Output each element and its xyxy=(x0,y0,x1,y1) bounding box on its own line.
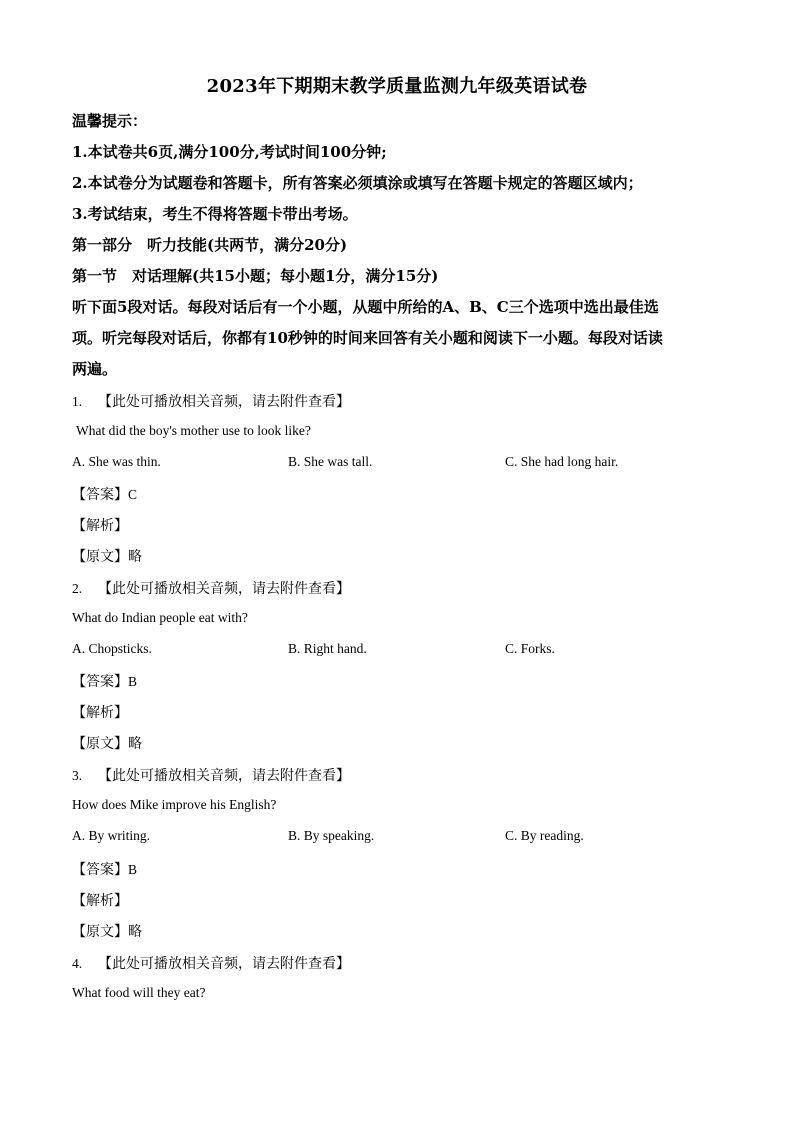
question-1-option-b: B. She was tall. xyxy=(288,454,373,469)
question-4-text: What food will they eat? xyxy=(72,985,206,1000)
question-2-original xyxy=(72,733,142,753)
question-3-option-b: B. By speaking. xyxy=(288,828,375,843)
question-number: 4. xyxy=(72,956,83,971)
original-label: 【原文】 xyxy=(72,736,128,752)
answer-label: 【答案】 xyxy=(72,487,128,503)
question-3-option-a: A. By writing. xyxy=(72,828,151,843)
question-3-audio xyxy=(72,765,350,785)
audio-placeholder[interactable]: 【此处可播放相关音频，请去附件查看】 xyxy=(98,768,350,784)
question-4-audio xyxy=(72,953,350,973)
question-2-audio xyxy=(72,578,350,598)
instructions-line-2: 项。听完每段对话后，你都有10秒钟的时间来回答有关小题和阅读下一小题。每段对话读 xyxy=(72,329,663,347)
question-3-analysis: 【解析】 xyxy=(72,893,128,909)
question-1-answer xyxy=(72,484,137,504)
question-2-option-c: C. Forks. xyxy=(505,641,555,656)
question-1-text: What did the boy's mother use to look like? xyxy=(76,423,311,438)
question-number: 1. xyxy=(72,394,83,409)
original-value: 略 xyxy=(128,924,142,940)
audio-placeholder[interactable]: 【此处可播放相关音频，请去附件查看】 xyxy=(98,581,350,597)
notice-heading: 温馨提示： xyxy=(72,112,148,130)
question-2-option-a: A. Chopsticks. xyxy=(72,641,152,656)
question-number: 2. xyxy=(72,581,83,596)
answer-value: C xyxy=(128,487,138,502)
original-label: 【原文】 xyxy=(72,924,128,940)
question-2-text: What do Indian people eat with? xyxy=(72,610,248,625)
question-1-original xyxy=(72,546,142,566)
question-2-analysis: 【解析】 xyxy=(72,705,128,721)
question-1-analysis: 【解析】 xyxy=(72,518,128,534)
part-heading: 第一部分 听力技能(共两节，满分20分) xyxy=(72,236,348,254)
original-label: 【原文】 xyxy=(72,549,128,565)
audio-placeholder[interactable]: 【此处可播放相关音频，请去附件查看】 xyxy=(98,956,350,972)
question-2-answer xyxy=(72,671,137,691)
page-title: 2023年下期期末教学质量监测九年级英语试卷 xyxy=(206,76,588,97)
section-heading: 第一节 对话理解(共15小题；每小题1分，满分15分) xyxy=(72,267,439,285)
answer-label: 【答案】 xyxy=(72,862,128,878)
question-2-option-b: B. Right hand. xyxy=(288,641,367,656)
answer-value: B xyxy=(128,862,138,877)
answer-label: 【答案】 xyxy=(72,674,128,690)
question-1-option-a: A. She was thin. xyxy=(72,454,161,469)
question-3-answer xyxy=(72,859,137,879)
question-1-audio xyxy=(72,391,350,411)
question-number: 3. xyxy=(72,768,83,783)
question-3-option-c: C. By reading. xyxy=(505,828,584,843)
question-3-text: How does Mike improve his English? xyxy=(72,797,277,812)
original-value: 略 xyxy=(128,736,142,752)
instructions-line-1: 听下面5段对话。每段对话后有一个小题，从题中所给的A、B、C三个选项中选出最佳选 xyxy=(72,298,659,316)
notice-item-1: 1.本试卷共6页,满分100分,考试时间100分钟; xyxy=(72,143,387,161)
original-value: 略 xyxy=(128,549,142,565)
question-3-original xyxy=(72,921,142,941)
notice-item-3: 3.考试结束，考生不得将答题卡带出考场。 xyxy=(72,205,358,223)
audio-placeholder[interactable]: 【此处可播放相关音频，请去附件查看】 xyxy=(98,394,350,410)
answer-value: B xyxy=(128,674,138,689)
notice-item-2: 2.本试卷分为试题卷和答题卡，所有答案必须填涂或填写在答题卡规定的答题区域内； xyxy=(72,174,643,192)
instructions-line-3: 两遍。 xyxy=(72,360,118,378)
question-1-option-c: C. She had long hair. xyxy=(505,454,619,469)
